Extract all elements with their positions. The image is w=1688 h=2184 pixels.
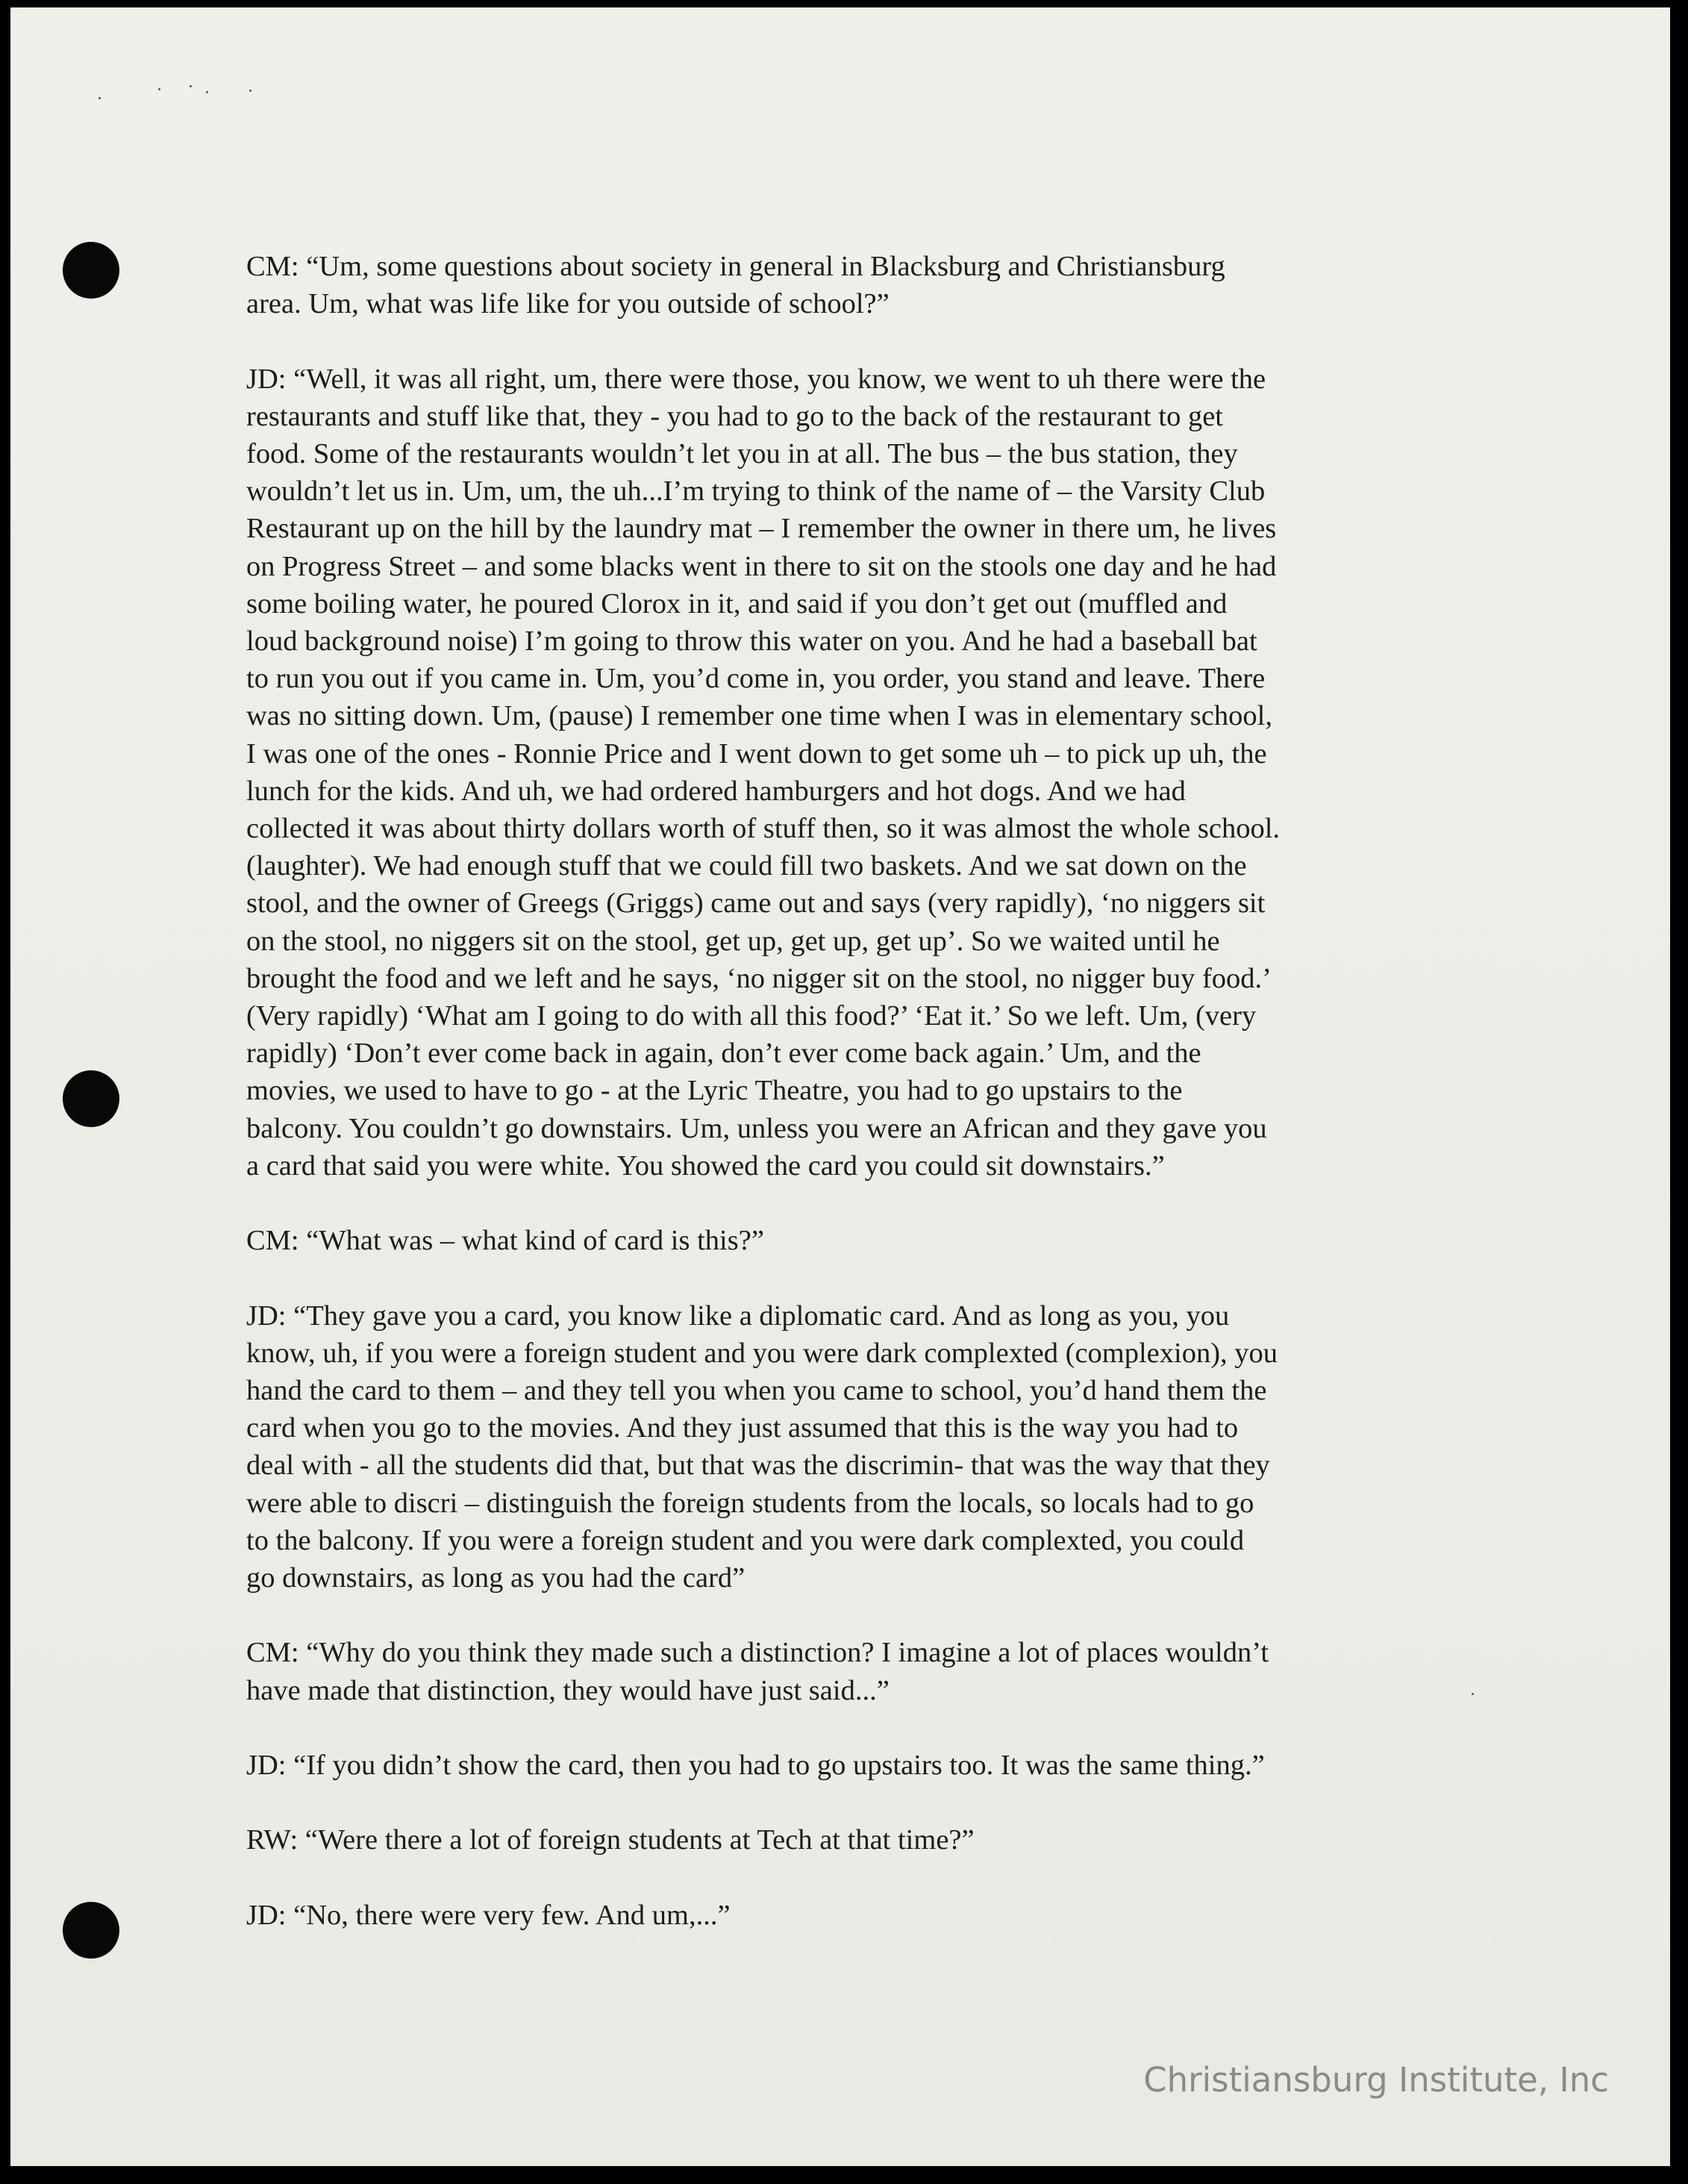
transcript-line: lunch for the kids. And uh, we had ordered hamburgers and hot dogs. And we had [246, 775, 1186, 807]
transcript-line: RW: “Were there a lot of foreign students at Tech at that time?” [246, 1824, 975, 1856]
transcript-line: CM: “Why do you think they made such a distinction? I imagine a lot of places wouldn’t [246, 1637, 1269, 1669]
transcript-line: (Very rapidly) ‘What am I going to do with all this food?’ ‘Eat it.’ So we left. Um, (very [246, 1000, 1257, 1032]
transcript-paragraph [246, 1297, 1440, 1597]
transcript-line: a card that said you were white. You showed the card you could sit downstairs.” [246, 1149, 1165, 1182]
transcript-line: I was one of the ones - Ronnie Price and I went down to get some uh – to pick up uh, the [246, 737, 1267, 770]
transcript-paragraph [246, 1747, 1440, 1784]
transcript-line: Restaurant up on the hill by the laundry mat – I remember the owner in there um, he lives [246, 513, 1277, 545]
transcript-line: area. Um, what was life like for you outside of school?” [246, 288, 890, 320]
transcript-line: deal with - all the students did that, but that was the discrimin- that was the way that they [246, 1450, 1270, 1482]
paper-speck [99, 97, 101, 99]
transcript-line: JD: “No, there were very few. And um,...” [246, 1899, 731, 1931]
transcript-line: were able to discri – distinguish the foreign students from the locals, so locals had to go [246, 1487, 1254, 1519]
paper-speck [158, 88, 160, 90]
transcript-line: JD: “They gave you a card, you know like a diplomatic card. And as long as you, you [246, 1300, 1230, 1332]
transcript-paragraph [246, 1821, 1440, 1859]
transcript-line: on Progress Street – and some blacks went in there to sit on the stools one day and he had [246, 550, 1277, 582]
transcript-line: rapidly) ‘Don’t ever come back in again, don’t ever come back again.’ Um, and the [246, 1038, 1201, 1070]
transcript-line: to the balcony. If you were a foreign student and you were dark complexted, you could [246, 1524, 1245, 1556]
transcript-paragraph [246, 361, 1440, 1185]
transcript-line: hand the card to them – and they tell you when you came to school, you’d hand them the [246, 1375, 1267, 1407]
transcript-paragraph [246, 248, 1440, 322]
transcript-line: CM: “Um, some questions about society in general in Blacksburg and Christiansburg [246, 251, 1225, 282]
transcript-paragraph [246, 1897, 1440, 1934]
transcript-line: wouldn’t let us in. Um, um, the uh...I’m trying to think of the name of – the Varsity Club [246, 475, 1266, 508]
transcript-line: JD: “If you didn’t show the card, then you had to go upstairs too. It was the same thing.” [246, 1750, 1265, 1782]
transcript-line: to run you out if you came in. Um, you’d come in, you order, you stand and leave. There [246, 663, 1266, 695]
paper-speck [249, 90, 251, 92]
punch-hole [63, 242, 119, 299]
punch-hole [63, 1070, 119, 1127]
transcript-paragraph [246, 1634, 1440, 1709]
transcript-line: on the stool, no niggers sit on the stool, get up, get up, get up’. So we waited until he [246, 925, 1220, 957]
transcript-line: brought the food and we left and he says, ‘no nigger sit on the stool, no nigger buy food.’ [246, 962, 1272, 994]
transcript-line: (laughter). We had enough stuff that we could fill two baskets. And we sat down on the [246, 850, 1247, 882]
transcript-line: some boiling water, he poured Clorox in it, and said if you don’t get out (muffled and [246, 587, 1228, 620]
transcript-line: have made that distinction, they would have just said...” [246, 1674, 890, 1706]
paper-speck [206, 91, 208, 93]
transcript-line: JD: “Well, it was all right, um, there were those, you know, we went to uh there were the [246, 363, 1266, 395]
transcript-line: restaurants and stuff like that, they - you had to go to the back of the restaurant to get [246, 400, 1223, 432]
transcript-line: food. Some of the restaurants wouldn’t let you in at all. The bus – the bus station, they [246, 438, 1238, 469]
punch-hole [63, 1902, 119, 1959]
transcript-line: was no sitting down. Um, (pause) I remember one time when I was in elementary school, [246, 700, 1272, 732]
interview-transcript [246, 248, 1440, 1971]
transcript-line: loud background noise) I’m going to throw this water on you. And he had a baseball bat [246, 625, 1257, 658]
transcript-line: movies, we used to have to go - at the Lyric Theatre, you had to go upstairs to the [246, 1075, 1183, 1107]
watermark: Christiansburg Institute, Inc [1143, 2060, 1609, 2100]
transcript-paragraph [246, 1222, 1440, 1259]
paper-speck [190, 85, 192, 87]
transcript-line: card when you go to the movies. And they just assumed that this is the way you had to [246, 1412, 1239, 1444]
transcript-line: collected it was about thirty dollars worth of stuff then, so it was almost the whole school. [246, 813, 1281, 845]
transcript-line: know, uh, if you were a foreign student and you were dark complexted (complexion), you [246, 1337, 1278, 1369]
transcript-line: CM: “What was – what kind of card is this?” [246, 1225, 764, 1257]
paper-speck [1472, 1693, 1474, 1695]
transcript-line: stool, and the owner of Greegs (Griggs) came out and says (very rapidly), ‘no niggers sit [246, 887, 1266, 920]
transcript-line: go downstairs, as long as you had the card” [246, 1562, 745, 1594]
transcript-line: balcony. You couldn’t go downstairs. Um, unless you were an African and they gave you [246, 1112, 1267, 1144]
